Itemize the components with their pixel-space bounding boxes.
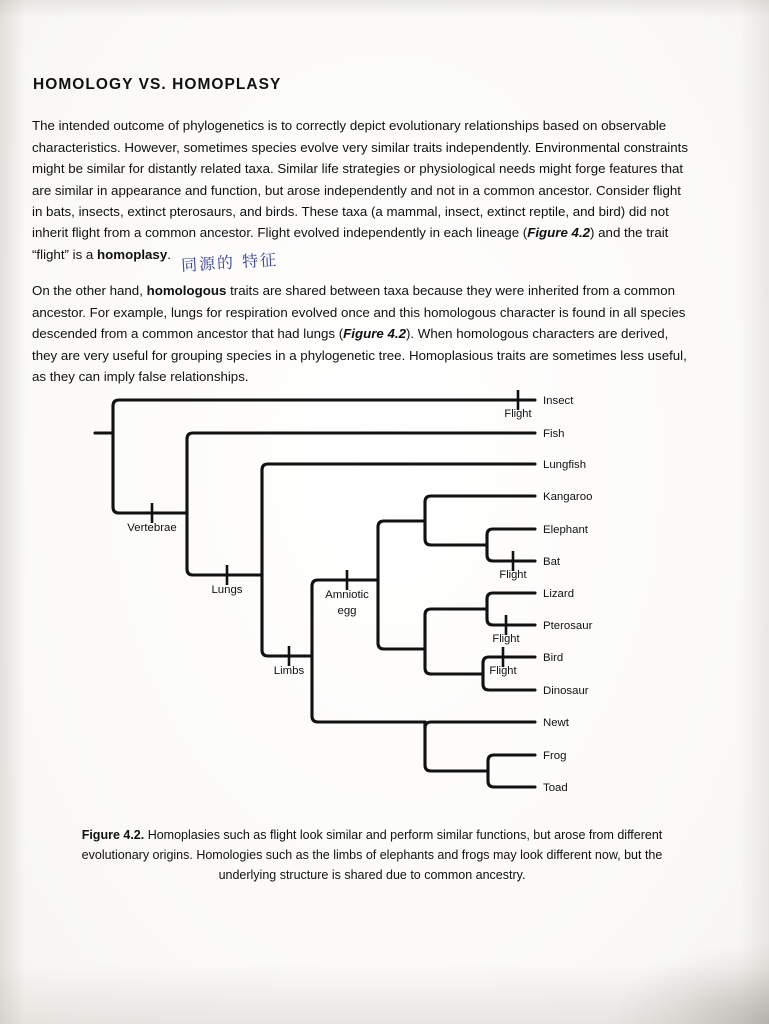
- tip-label: Dinosaur: [543, 685, 589, 697]
- figure-reference-2: Figure 4.2: [343, 326, 406, 342]
- paragraph-2-text-b: traits are shared between taxa because they were inherited from a common ancestor. For example, lungs for respiration evolved once and this homologous character is found in all species descended from a common ancestor that had lungs (: [32, 283, 686, 342]
- tip-label: Fish: [543, 428, 565, 440]
- flight-labels-group: [489, 408, 531, 677]
- tip-label: Lungfish: [543, 459, 587, 471]
- scan-shadow-top: [0, 0, 769, 18]
- tip-label: Kangaroo: [543, 491, 593, 503]
- tip-labels-group: [543, 395, 593, 794]
- node-label-amniotic-egg-line2: egg: [337, 605, 357, 617]
- figure-caption: [64, 825, 680, 885]
- tip-label: Bird: [543, 652, 564, 664]
- paragraph-homoplasy: [32, 115, 688, 265]
- node-label-amniotic-egg-line1: Amniotic: [325, 589, 369, 601]
- tip-label: Newt: [543, 717, 569, 729]
- term-homologous: homologous: [146, 283, 227, 299]
- figure-caption-text: Homoplasies such as flight look similar and perform similar functions, but arose from different evolutionary origins. Homologies such as the limbs of elephants and frogs may look different now, but the underlying structure is shared due to common ancestry.: [81, 827, 663, 882]
- phylogenetic-tree-figure: [0, 380, 769, 805]
- paragraph-2-text-c: ). When homologous characters are derived, they are very useful for grouping species in a phylogenetic tree. Homoplasious traits are sometimes less useful, as they can imply false relationships.: [32, 326, 687, 384]
- flight-label-insect: Flight: [504, 408, 532, 420]
- figure-reference-1: Figure 4.2: [527, 225, 591, 241]
- tip-label: Elephant: [543, 524, 588, 536]
- paragraph-1-text-c: .: [167, 246, 171, 262]
- node-label-vertebrae: Vertebrae: [127, 522, 177, 534]
- page-corner-shadow: [619, 946, 769, 1024]
- tree-branches: [95, 400, 535, 787]
- paragraph-2-text-a: On the other hand,: [32, 283, 147, 299]
- flight-label-pterosaur: Flight: [492, 633, 520, 645]
- node-label-limbs: Limbs: [273, 665, 305, 677]
- paragraph-1-text-b: ) and the trait “flight” is a: [32, 225, 669, 262]
- tip-label: Bat: [543, 556, 561, 568]
- flight-label-bird: Flight: [489, 665, 517, 677]
- flight-label-bat: Flight: [499, 569, 527, 581]
- tip-label: Pterosaur: [543, 620, 593, 632]
- page-title: HOMOLOGY VS. HOMOPLASY: [33, 76, 282, 93]
- tip-label: Frog: [543, 750, 567, 762]
- tip-label: Toad: [543, 782, 568, 794]
- term-homoplasy: homoplasy: [97, 246, 168, 262]
- tip-label: Lizard: [543, 588, 575, 600]
- paragraph-homology: [32, 280, 688, 387]
- handwritten-annotation: 同源的 特征: [180, 250, 279, 275]
- figure-caption-number: Figure 4.2.: [81, 827, 145, 842]
- node-label-lungs: Lungs: [211, 584, 243, 596]
- node-labels-group: [127, 522, 369, 677]
- paragraph-1-text-a: The intended outcome of phylogenetics is to correctly depict evolutionary relationships based on observable characteristics. However, sometimes species evolve very similar traits independently. Environmental constraints might be similar for distantly related taxa. Similar life strategies or physiological needs might forge features that are similar in appearance and function, but arose independently and not in a common ancestor. Consider flight in bats, insects, extinct pterosaurs, and birds. These taxa (a mammal, insect, extinct reptile, and bird) did not inherit flight from a common ancestor. Flight evolved independently in each lineage (: [32, 118, 688, 241]
- tip-label: Insect: [543, 395, 574, 407]
